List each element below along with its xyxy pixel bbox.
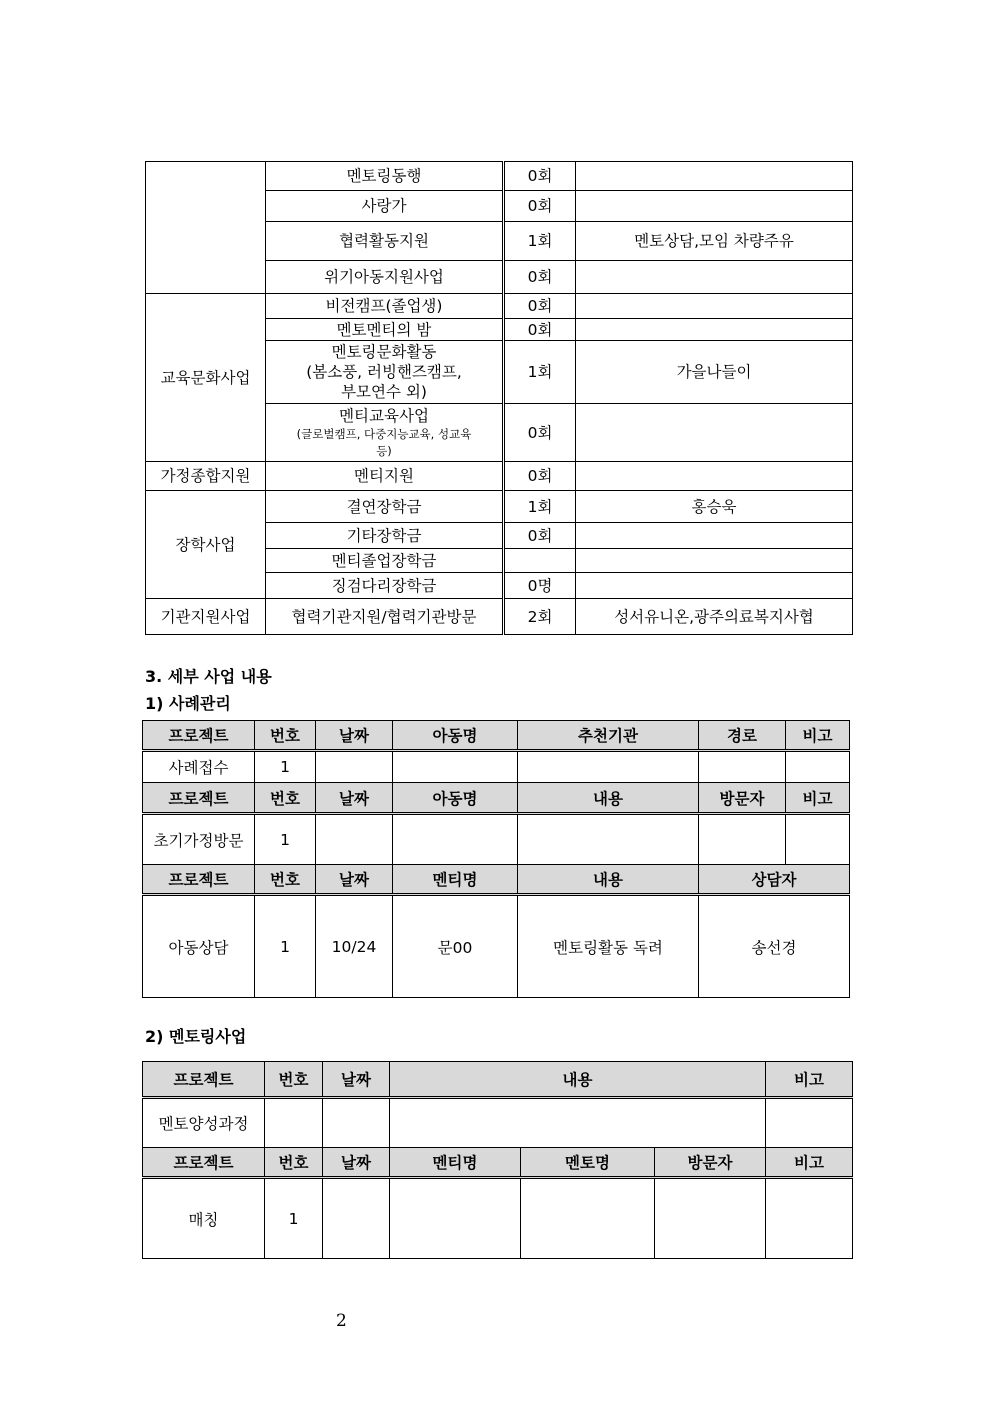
count-cell: 0회: [504, 162, 576, 191]
note-cell: 홍승욱: [576, 491, 853, 523]
header-cell: 아동명: [393, 783, 518, 814]
table-header-row: [143, 1148, 853, 1178]
note-cell: [576, 462, 853, 491]
program-table: [145, 161, 853, 635]
subprogram-line: 등): [376, 443, 392, 458]
subprogram-line: 멘토링문화활동: [331, 343, 437, 361]
visitor-cell: [699, 814, 786, 865]
child-name-cell: [393, 751, 518, 783]
table-row: [146, 599, 853, 635]
note-cell: [576, 523, 853, 549]
child-name-cell: [393, 814, 518, 865]
table-row: [143, 751, 850, 783]
content-cell: [390, 1098, 766, 1148]
count-cell: 0회: [504, 523, 576, 549]
subprogram-cell: 멘티졸업장학금: [266, 549, 504, 573]
header-cell: 내용: [518, 783, 699, 814]
content-cell: [518, 814, 699, 865]
table-row: [146, 491, 853, 523]
header-cell: 방문자: [699, 783, 786, 814]
header-cell: 멘티명: [390, 1148, 521, 1178]
note-cell: [576, 162, 853, 191]
header-cell: 내용: [518, 865, 699, 895]
header-cell: 내용: [390, 1062, 766, 1098]
header-cell: 날짜: [316, 783, 393, 814]
remarks-cell: [766, 1098, 853, 1148]
category-cell: 장학사업: [146, 491, 266, 599]
header-cell: 상담자: [699, 865, 850, 895]
subprogram-cell: 비전캠프(졸업생): [266, 294, 504, 319]
header-cell: 비고: [766, 1062, 853, 1098]
note-cell: [576, 573, 853, 599]
subprogram-line: (봄소풍, 러빙핸즈캠프,: [306, 363, 462, 381]
date-cell: 10/24: [316, 895, 393, 998]
number-cell: 1: [255, 814, 316, 865]
remarks-cell: [786, 814, 850, 865]
header-cell: 번호: [255, 721, 316, 751]
count-cell: 0회: [504, 191, 576, 222]
header-cell: 비고: [766, 1148, 853, 1178]
table-row: [143, 1098, 853, 1148]
note-cell: [576, 319, 853, 341]
mentee-name-cell: [390, 1178, 521, 1259]
date-cell: [316, 814, 393, 865]
table-row: [146, 462, 853, 491]
count-cell: 1회: [504, 222, 576, 261]
note-cell: 가을나들이: [576, 341, 853, 404]
project-cell: 매칭: [143, 1178, 265, 1259]
header-cell: 번호: [255, 783, 316, 814]
number-cell: 1: [265, 1178, 323, 1259]
count-cell: 2회: [504, 599, 576, 635]
count-cell: [504, 549, 576, 573]
table-row: [143, 895, 850, 998]
count-cell: 1회: [504, 491, 576, 523]
category-cell: 가정종합지원: [146, 462, 266, 491]
number-cell: 1: [255, 751, 316, 783]
subsection-title-case-management: 1) 사례관리: [145, 694, 231, 713]
case-management-table: [142, 720, 850, 998]
number-cell: 1: [255, 895, 316, 998]
count-cell: 0회: [504, 462, 576, 491]
header-cell: 비고: [786, 783, 850, 814]
mentoring-table: [142, 1061, 853, 1259]
subprogram-line: 멘티교육사업: [339, 406, 429, 425]
table-row: [143, 1178, 853, 1259]
note-cell: [576, 549, 853, 573]
project-cell: 멘토양성과정: [143, 1098, 265, 1148]
date-cell: [323, 1178, 390, 1259]
table-row: [146, 294, 853, 319]
header-cell: 번호: [255, 865, 316, 895]
number-cell: [265, 1098, 323, 1148]
project-cell: 아동상담: [143, 895, 255, 998]
header-cell: 방문자: [655, 1148, 766, 1178]
category-cell: [146, 162, 266, 294]
subprogram-cell: 멘토멘티의 밤: [266, 319, 504, 341]
header-cell: 프로젝트: [143, 721, 255, 751]
count-cell: 0회: [504, 294, 576, 319]
subprogram-cell: 협력활동지원: [266, 222, 504, 261]
header-cell: 날짜: [316, 721, 393, 751]
remarks-cell: [766, 1178, 853, 1259]
content-cell: 멘토링활동 독려: [518, 895, 699, 998]
table-row: [143, 814, 850, 865]
project-cell: 사례접수: [143, 751, 255, 783]
route-cell: [699, 751, 786, 783]
subprogram-cell: 사랑가: [266, 191, 504, 222]
table-header-row: [143, 865, 850, 895]
header-cell: 멘티명: [393, 865, 518, 895]
count-cell: 0회: [504, 261, 576, 294]
header-cell: 프로젝트: [143, 865, 255, 895]
subprogram-cell: 징검다리장학금: [266, 573, 504, 599]
mentor-name-cell: [521, 1178, 655, 1259]
count-cell: 0회: [504, 319, 576, 341]
subprogram-cell: 멘토링동행: [266, 162, 504, 191]
header-cell: 번호: [265, 1148, 323, 1178]
subprogram-cell: [266, 341, 504, 404]
header-cell: 날짜: [323, 1062, 390, 1098]
project-cell: 초기가정방문: [143, 814, 255, 865]
subprogram-line: (글로벌캠프, 다중지능교육, 성교육: [296, 426, 472, 441]
header-cell: 프로젝트: [143, 1148, 265, 1178]
subprogram-cell: 위기아동지원사업: [266, 261, 504, 294]
count-cell: 0회: [504, 404, 576, 462]
subprogram-cell: 협력기관지원/협력기관방문: [266, 599, 504, 635]
agency-cell: [518, 751, 699, 783]
date-cell: [323, 1098, 390, 1148]
table-header-row: [143, 721, 850, 751]
header-cell: 프로젝트: [143, 1062, 265, 1098]
header-cell: 날짜: [323, 1148, 390, 1178]
header-cell: 날짜: [316, 865, 393, 895]
counselor-cell: 송선경: [699, 895, 850, 998]
visitor-cell: [655, 1178, 766, 1259]
table-row: [146, 162, 853, 191]
note-cell: [576, 261, 853, 294]
header-cell: 번호: [265, 1062, 323, 1098]
header-cell: 아동명: [393, 721, 518, 751]
header-cell: 경로: [699, 721, 786, 751]
note-cell: 멘토상담,모임 차량주유: [576, 222, 853, 261]
subprogram-cell: 기타장학금: [266, 523, 504, 549]
note-cell: 성서유니온,광주의료복지사협: [576, 599, 853, 635]
note-cell: [576, 404, 853, 462]
header-cell: 멘토명: [521, 1148, 655, 1178]
subprogram-cell: 멘티지원: [266, 462, 504, 491]
subprogram-cell: [266, 404, 504, 462]
section-title: 3. 세부 사업 내용: [145, 667, 272, 686]
header-cell: 비고: [786, 721, 850, 751]
date-cell: [316, 751, 393, 783]
header-cell: 프로젝트: [143, 783, 255, 814]
table-header-row: [143, 1062, 853, 1098]
category-cell: 교육문화사업: [146, 294, 266, 462]
note-cell: [576, 191, 853, 222]
subprogram-cell: 결연장학금: [266, 491, 504, 523]
remarks-cell: [786, 751, 850, 783]
page-number: 2: [336, 1311, 347, 1331]
subsection-title-mentoring: 2) 멘토링사업: [145, 1027, 247, 1046]
table-header-row: [143, 783, 850, 814]
header-cell: 추천기관: [518, 721, 699, 751]
note-cell: [576, 294, 853, 319]
mentee-name-cell: 문00: [393, 895, 518, 998]
count-cell: 0명: [504, 573, 576, 599]
count-cell: 1회: [504, 341, 576, 404]
subprogram-line: 부모연수 외): [341, 383, 427, 401]
category-cell: 기관지원사업: [146, 599, 266, 635]
